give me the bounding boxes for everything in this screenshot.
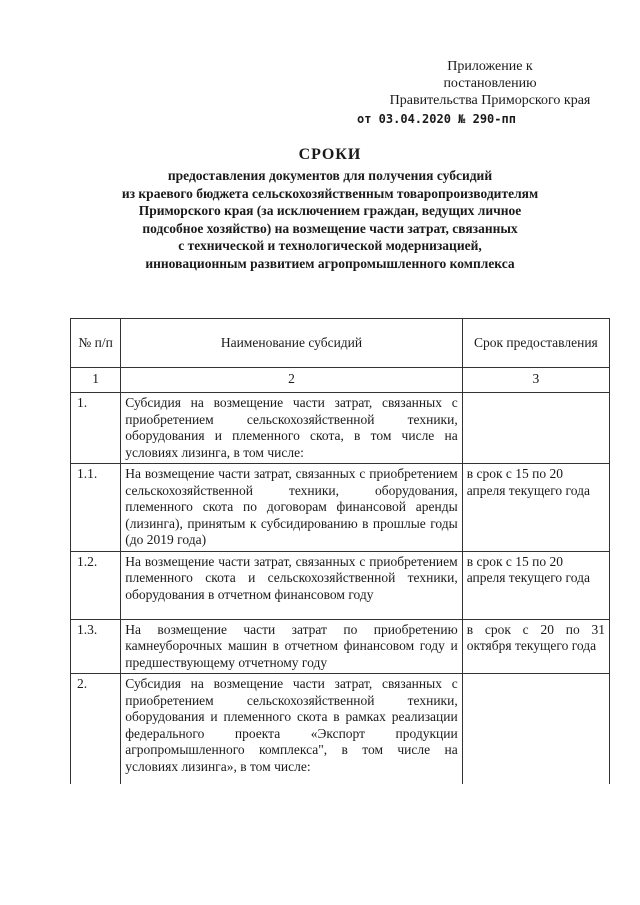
approval-line-1: Приложение к [447,59,533,74]
table-row [71,619,610,674]
approval-line-2: постановлению [443,76,537,91]
row-num: 1.3. [71,619,121,674]
subtitle-line: из краевого бюджета сельскохозяйственным товаропроизводителям [121,185,539,201]
row-name: На возмещение части затрат, связанных с приобретением сельскохозяйственной техники, оборудования, племенного скота по договорам финансовой аренды (лизинга), принятым к субсидированию в прошлые годы (до 2019 года) [121,464,462,552]
row-num: 1. [71,393,121,464]
row-term [462,393,609,464]
row-name: Субсидия на возмещение части затрат, связанных с приобретением сельскохозяйственной техники, оборудования и племенного скота в рамках реализации федерального проекта «Экспорт продукции агропромышленного комплекса", в том числе на условиях лизинга», в том числе: [121,674,462,784]
document-title: СРОКИ [298,146,362,163]
index-name: 2 [121,368,462,393]
subtitle-line: инновационным развитием агропромышленного комплекса [145,255,515,271]
document-subtitle [60,167,600,272]
approval-line-3: Правительства Приморского края [389,93,591,108]
row-name: Субсидия на возмещение части затрат, связанных с приобретением сельскохозяйственной техники, оборудования и племенного скота, в том числе на условиях лизинга, в том числе: [121,393,462,464]
document-heading [60,146,600,272]
table-row [71,464,610,552]
table-row [71,393,610,464]
header-num: № п/п [71,319,121,368]
subsidies-table [70,318,610,784]
table-header-row [71,319,610,368]
row-term: в срок с 15 по 20 апреля текущего года [462,464,609,552]
index-num: 1 [71,368,121,393]
table-row [71,674,610,784]
row-term: в срок с 15 по 20 апреля текущего года [462,551,609,619]
header-name: Наименование субсидий [121,319,462,368]
subtitle-line: с технической и технологической модернизацией, [178,238,482,253]
row-term [462,674,609,784]
index-term: 3 [462,368,609,393]
table-index-row [71,368,610,393]
row-name: На возмещение части затрат, связанных с приобретением племенного скота и сельскохозяйственной техники, оборудования в отчетном финансовом году [121,551,462,619]
header-term: Срок предоставления [462,319,609,368]
subtitle-line: Приморского края (за исключением граждан, ведущих личное [138,203,522,218]
row-num: 2. [71,674,121,784]
row-term: в срок с 20 по 31 октября текущего года [462,619,609,674]
subtitle-line: предоставления документов для получения субсидий [167,168,493,183]
row-num: 1.2. [71,551,121,619]
subtitle-line: подсобное хозяйство) на возмещение части затрат, связанных [142,220,518,236]
approval-stamp [355,58,625,128]
row-num: 1.1. [71,464,121,552]
row-name: На возмещение части затрат по приобретению камнеуборочных машин в отчетном финансовом году и предшествующему отчетному году [121,619,462,674]
approval-date: от 03.04.2020 № 290-пп [357,112,516,126]
table-row [71,551,610,619]
